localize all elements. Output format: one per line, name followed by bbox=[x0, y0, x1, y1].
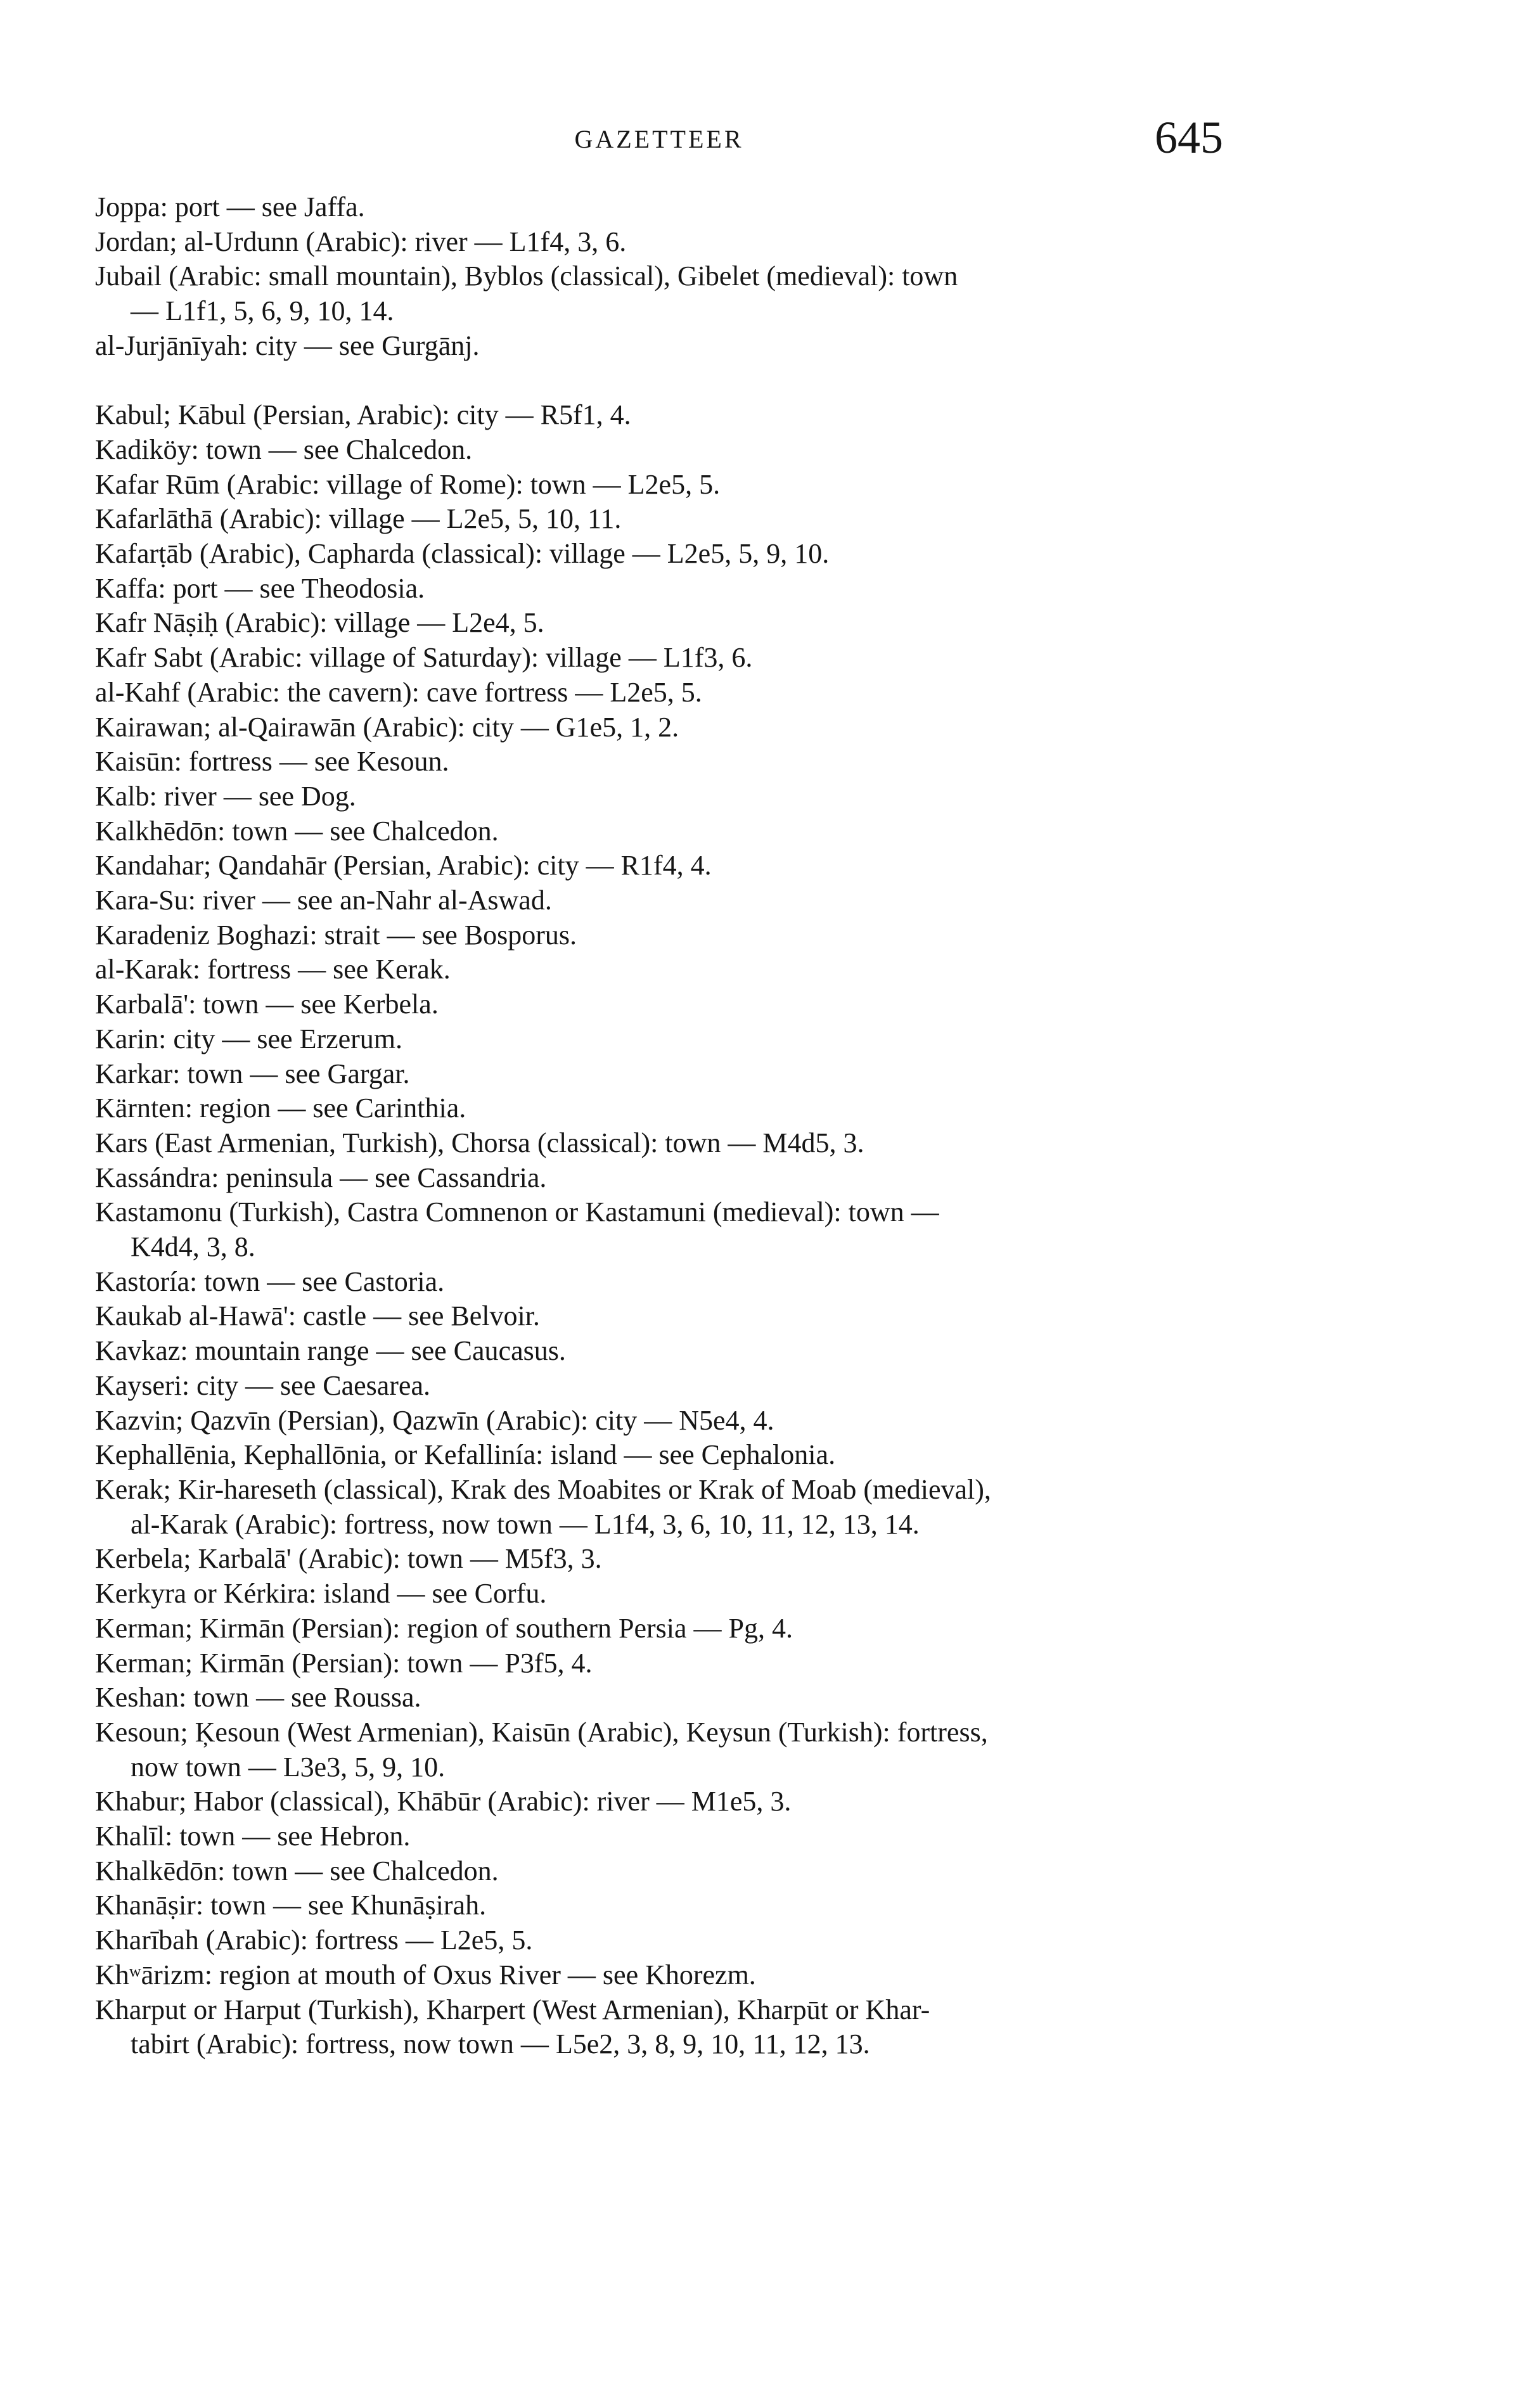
gazetteer-entry bbox=[95, 676, 1223, 710]
entry-text: Khanāṣir: town — see Khunāṣirah. bbox=[95, 1890, 487, 1921]
entry-text: Khʷārizm: region at mouth of Oxus River — see Khorezm. bbox=[95, 1959, 756, 1990]
entry-text: Karin: city — see Erzerum. bbox=[95, 1023, 403, 1054]
entry-text: Jubail (Arabic: small mountain), Byblos (classical), Gibelet (medieval): town bbox=[95, 260, 958, 292]
entry-text: Kafr Nāṣiḥ (Arabic): village — L2e4, 5. bbox=[95, 607, 544, 639]
entry-text: Kairawan; al-Qairawān (Arabic): city — G1e5, 1, 2. bbox=[95, 711, 679, 743]
entry-text: Kerkyra or Kérkira: island — see Corfu. bbox=[95, 1578, 547, 1610]
entry-text: Kafr Sabt (Arabic: village of Saturday): village — L1f3, 6. bbox=[95, 642, 753, 674]
entry-text: Kharībah (Arabic): fortress — L2e5, 5. bbox=[95, 1924, 533, 1956]
gazetteer-entry bbox=[95, 641, 1223, 676]
gazetteer-entry bbox=[95, 952, 1223, 987]
gazetteer-entry bbox=[95, 537, 1223, 572]
entry-group bbox=[95, 398, 1223, 2062]
entry-text: Kars (East Armenian, Turkish), Chorsa (classical): town — M4d5, 3. bbox=[95, 1127, 864, 1158]
entry-text: Jordan; al-Urdunn (Arabic): river — L1f4, 3, 6. bbox=[95, 226, 627, 257]
entry-text: Kassándra: peninsula — see Cassandria. bbox=[95, 1162, 547, 1193]
entry-text: Kharput or Harput (Turkish), Kharpert (West Armenian), Kharpūt or Khar- bbox=[95, 1994, 930, 2025]
gazetteer-entry bbox=[95, 572, 1223, 606]
gazetteer-entry bbox=[95, 883, 1223, 918]
entry-text: Kandahar; Qandahār (Persian, Arabic): city — R1f4, 4. bbox=[95, 850, 712, 881]
gazetteer-entry bbox=[95, 1958, 1223, 1993]
running-head-title: GAZETTEER bbox=[574, 125, 744, 153]
entry-text: Kara-Su: river — see an-Nahr al-Aswad. bbox=[95, 885, 552, 916]
entry-text: Kerman; Kirmān (Persian): region of southern Persia — Pg, 4. bbox=[95, 1612, 793, 1644]
gazetteer-entry bbox=[95, 1334, 1223, 1369]
gazetteer-entry bbox=[95, 259, 1223, 328]
gazetteer-entry bbox=[95, 1265, 1223, 1300]
entry-text: Karbalā': town — see Kerbela. bbox=[95, 989, 439, 1020]
gazetteer-entry bbox=[95, 1888, 1223, 1923]
entry-text: Kephallēnia, Kephallōnia, or Kefallinía: island — see Cephalonia. bbox=[95, 1439, 836, 1471]
gazetteer-entry bbox=[95, 502, 1223, 537]
gazetteer-entry bbox=[95, 190, 1223, 225]
entry-text: Kalkhēdōn: town — see Chalcedon. bbox=[95, 815, 499, 847]
entry-group bbox=[95, 190, 1223, 364]
gazetteer-entry bbox=[95, 433, 1223, 468]
gazetteer-entry bbox=[95, 1195, 1223, 1264]
gazetteer-entry bbox=[95, 779, 1223, 814]
entry-text: al-Karak: fortress — see Kerak. bbox=[95, 954, 451, 985]
entry-text: Joppa: port — see Jaffa. bbox=[95, 191, 365, 222]
gazetteer-entry bbox=[95, 849, 1223, 883]
entry-text: al-Jurjānīyah: city — see Gurgānj. bbox=[95, 330, 480, 361]
gazetteer-entry bbox=[95, 1646, 1223, 1681]
gazetteer-entry bbox=[95, 1819, 1223, 1854]
gazetteer-entry bbox=[95, 468, 1223, 503]
gazetteer-entry bbox=[95, 1715, 1223, 1784]
running-head bbox=[95, 112, 1223, 171]
gazetteer-entry bbox=[95, 606, 1223, 641]
entry-text: Kärnten: region — see Carinthia. bbox=[95, 1092, 466, 1124]
entry-continuation: K4d4, 3, 8. bbox=[131, 1231, 255, 1263]
gazetteer-entry bbox=[95, 1161, 1223, 1196]
gazetteer-entry bbox=[95, 1681, 1223, 1715]
entry-text: Kafar Rūm (Arabic: village of Rome): town — L2e5, 5. bbox=[95, 468, 721, 500]
entry-text: Kazvin; Qazvīn (Persian), Qazwīn (Arabic): city — N5e4, 4. bbox=[95, 1404, 774, 1436]
gazetteer-entry bbox=[95, 398, 1223, 433]
gazetteer-entry bbox=[95, 1542, 1223, 1577]
entry-text: Keshan: town — see Roussa. bbox=[95, 1682, 421, 1713]
entry-text: Kesoun; Ķesoun (West Armenian), Kaisūn (Arabic), Keysun (Turkish): fortress, bbox=[95, 1716, 988, 1748]
entry-text: Kafarṭāb (Arabic), Capharda (classical): village — L2e5, 5, 9, 10. bbox=[95, 538, 830, 570]
entry-text: Karkar: town — see Gargar. bbox=[95, 1058, 410, 1089]
gazetteer-entry bbox=[95, 1923, 1223, 1958]
entry-text: Kadiköy: town — see Chalcedon. bbox=[95, 433, 473, 465]
entry-text: Khalīl: town — see Hebron. bbox=[95, 1821, 411, 1852]
entry-text: Kabul; Kābul (Persian, Arabic): city — R5f1, 4. bbox=[95, 399, 631, 431]
entry-text: Kastoría: town — see Castoria. bbox=[95, 1265, 445, 1297]
gazetteer-entry bbox=[95, 1126, 1223, 1161]
entry-text: Kastamonu (Turkish), Castra Comnenon or Kastamuni (medieval): town — bbox=[95, 1196, 939, 1228]
gazetteer-entry bbox=[95, 1611, 1223, 1646]
gazetteer-entry bbox=[95, 1022, 1223, 1057]
entry-text: Kafarlāthā (Arabic): village — L2e5, 5, 10, 11. bbox=[95, 503, 622, 535]
page-number: 645 bbox=[1155, 112, 1223, 163]
entry-continuation: — L1f1, 5, 6, 9, 10, 14. bbox=[131, 295, 394, 327]
gazetteer-entry bbox=[95, 329, 1223, 364]
gazetteer-entry bbox=[95, 918, 1223, 953]
gazetteer-entry bbox=[95, 814, 1223, 849]
entry-continuation: al-Karak (Arabic): fortress, now town — L1f4, 3, 6, 10, 11, 12, 13, 14. bbox=[131, 1508, 920, 1540]
entry-text: Kaffa: port — see Theodosia. bbox=[95, 572, 425, 604]
gazetteer-entry bbox=[95, 1993, 1223, 2062]
entry-text: al-Kahf (Arabic: the cavern): cave fortress — L2e5, 5. bbox=[95, 676, 702, 708]
gazetteer-entry bbox=[95, 1577, 1223, 1611]
gazetteer-entry bbox=[95, 1438, 1223, 1473]
entry-text: Karadeniz Boghazi: strait — see Bosporus. bbox=[95, 919, 577, 951]
gazetteer-entry bbox=[95, 710, 1223, 745]
entry-text: Kayseri: city — see Caesarea. bbox=[95, 1369, 430, 1401]
gazetteer-entry bbox=[95, 1299, 1223, 1334]
gazetteer-entry bbox=[95, 1473, 1223, 1542]
entry-text: Khabur; Habor (classical), Khābūr (Arabic): river — M1e5, 3. bbox=[95, 1786, 792, 1817]
entry-continuation: tabirt (Arabic): fortress, now town — L5e2, 3, 8, 9, 10, 11, 12, 13. bbox=[131, 2028, 870, 2060]
gazetteer-entry bbox=[95, 987, 1223, 1022]
gazetteer-entries bbox=[95, 190, 1223, 2062]
entry-text: Kalb: river — see Dog. bbox=[95, 780, 356, 812]
gazetteer-entry bbox=[95, 1057, 1223, 1092]
gazetteer-entry bbox=[95, 225, 1223, 260]
entry-text: Kerman; Kirmān (Persian): town — P3f5, 4. bbox=[95, 1647, 593, 1679]
gazetteer-entry bbox=[95, 1784, 1223, 1819]
gazetteer-entry bbox=[95, 1091, 1223, 1126]
entry-text: Khalkēdōn: town — see Chalcedon. bbox=[95, 1855, 499, 1886]
gazetteer-entry bbox=[95, 745, 1223, 779]
gazetteer-entry bbox=[95, 1854, 1223, 1889]
entry-text: Kerak; Kir-hareseth (classical), Krak des Moabites or Krak of Moab (medieval), bbox=[95, 1474, 991, 1505]
entry-text: Kerbela; Karbalā' (Arabic): town — M5f3, 3. bbox=[95, 1543, 602, 1575]
gazetteer-entry bbox=[95, 1369, 1223, 1404]
entry-text: Kaisūn: fortress — see Kesoun. bbox=[95, 746, 449, 778]
entry-text: Kaukab al-Hawā': castle — see Belvoir. bbox=[95, 1300, 540, 1332]
gazetteer-entry bbox=[95, 1404, 1223, 1438]
entry-text: Kavkaz: mountain range — see Caucasus. bbox=[95, 1335, 566, 1367]
entry-continuation: now town — L3e3, 5, 9, 10. bbox=[131, 1751, 446, 1783]
